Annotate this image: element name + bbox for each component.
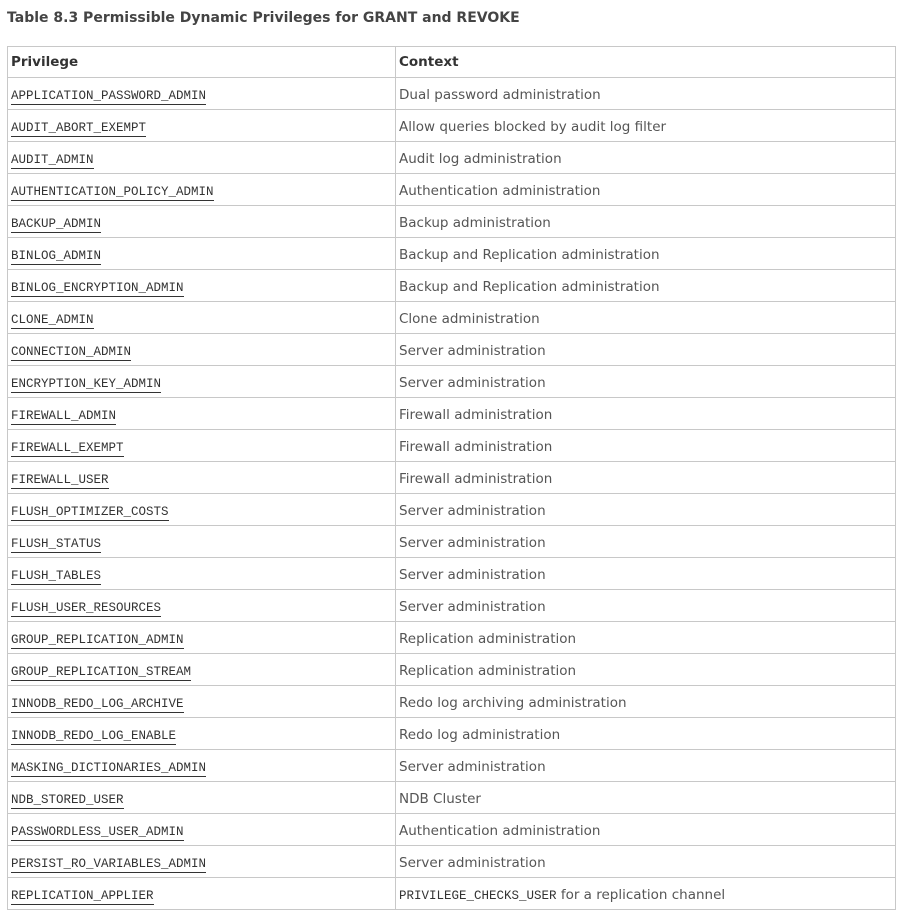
- table-row: [8, 814, 896, 846]
- privilege-link[interactable]: AUDIT_ADMIN: [11, 153, 94, 167]
- context-text: Clone administration: [399, 311, 540, 327]
- context-text: Replication administration: [399, 631, 577, 647]
- table-row: [8, 302, 896, 334]
- privilege-link[interactable]: FLUSH_OPTIMIZER_COSTS: [11, 505, 169, 519]
- table-row: [8, 142, 896, 174]
- privilege-link[interactable]: INNODB_REDO_LOG_ENABLE: [11, 729, 177, 743]
- privilege-link[interactable]: BACKUP_ADMIN: [11, 217, 102, 231]
- table-row: [8, 654, 896, 686]
- privilege-cell: [8, 782, 396, 814]
- context-text: Backup and Replication administration: [399, 279, 660, 295]
- privilege-link[interactable]: GROUP_REPLICATION_STREAM: [11, 665, 192, 679]
- context-cell: [396, 430, 896, 462]
- context-cell: [396, 494, 896, 526]
- table-header-row: [8, 47, 896, 78]
- table-row: [8, 878, 896, 910]
- context-text: Replication administration: [399, 663, 577, 679]
- privilege-cell: [8, 270, 396, 302]
- context-cell: [396, 750, 896, 782]
- column-header-context: Context: [396, 47, 896, 78]
- privilege-link[interactable]: GROUP_REPLICATION_ADMIN: [11, 633, 184, 647]
- privilege-cell: [8, 78, 396, 110]
- privilege-cell: [8, 238, 396, 270]
- privilege-link[interactable]: FLUSH_TABLES: [11, 569, 102, 583]
- table-row: [8, 526, 896, 558]
- table-row: [8, 590, 896, 622]
- table-row: [8, 206, 896, 238]
- table-row: [8, 398, 896, 430]
- context-cell: [396, 782, 896, 814]
- privilege-link[interactable]: PERSIST_RO_VARIABLES_ADMIN: [11, 857, 207, 871]
- privilege-cell: [8, 590, 396, 622]
- context-text: Firewall administration: [399, 471, 553, 487]
- table-row: [8, 494, 896, 526]
- table-row: [8, 270, 896, 302]
- context-text: Authentication administration: [399, 183, 601, 199]
- privilege-link[interactable]: FLUSH_USER_RESOURCES: [11, 601, 162, 615]
- privilege-cell: [8, 878, 396, 910]
- privilege-cell: [8, 526, 396, 558]
- context-cell: [396, 174, 896, 206]
- privilege-cell: [8, 462, 396, 494]
- privilege-cell: [8, 494, 396, 526]
- context-cell: [396, 334, 896, 366]
- table-row: [8, 750, 896, 782]
- context-text: NDB Cluster: [399, 791, 481, 807]
- privilege-cell: [8, 206, 396, 238]
- context-text: Redo log administration: [399, 727, 561, 743]
- context-cell: [396, 302, 896, 334]
- privilege-link[interactable]: AUTHENTICATION_POLICY_ADMIN: [11, 185, 214, 199]
- privilege-link[interactable]: NDB_STORED_USER: [11, 793, 124, 807]
- context-text: for a replication channel: [556, 887, 726, 903]
- context-text: Server administration: [399, 567, 546, 583]
- table-row: [8, 846, 896, 878]
- context-text: Authentication administration: [399, 823, 601, 839]
- context-cell: [396, 846, 896, 878]
- context-cell: [396, 110, 896, 142]
- privilege-link[interactable]: CONNECTION_ADMIN: [11, 345, 132, 359]
- context-cell: [396, 398, 896, 430]
- table-row: [8, 430, 896, 462]
- context-cell: [396, 206, 896, 238]
- context-cell: [396, 590, 896, 622]
- context-text: Server administration: [399, 855, 546, 871]
- privilege-cell: [8, 174, 396, 206]
- privilege-link[interactable]: BINLOG_ADMIN: [11, 249, 102, 263]
- context-text: Redo log archiving administration: [399, 695, 627, 711]
- table-row: [8, 238, 896, 270]
- context-cell: [396, 622, 896, 654]
- table-row: [8, 686, 896, 718]
- privilege-link[interactable]: ENCRYPTION_KEY_ADMIN: [11, 377, 162, 391]
- context-cell: [396, 654, 896, 686]
- privilege-cell: [8, 110, 396, 142]
- context-text: Dual password administration: [399, 87, 601, 103]
- table-row: [8, 558, 896, 590]
- privilege-cell: [8, 142, 396, 174]
- privilege-cell: [8, 398, 396, 430]
- privilege-link[interactable]: APPLICATION_PASSWORD_ADMIN: [11, 89, 207, 103]
- context-cell: [396, 814, 896, 846]
- context-cell: [396, 526, 896, 558]
- table-row: [8, 110, 896, 142]
- privilege-cell: [8, 750, 396, 782]
- context-cell: [396, 558, 896, 590]
- table-row: [8, 174, 896, 206]
- table-row: [8, 334, 896, 366]
- privilege-link[interactable]: AUDIT_ABORT_EXEMPT: [11, 121, 147, 135]
- privilege-link[interactable]: PASSWORDLESS_USER_ADMIN: [11, 825, 184, 839]
- context-cell: [396, 718, 896, 750]
- privilege-cell: [8, 718, 396, 750]
- table-row: [8, 366, 896, 398]
- privilege-link[interactable]: INNODB_REDO_LOG_ARCHIVE: [11, 697, 184, 711]
- context-text: Firewall administration: [399, 439, 553, 455]
- context-cell: [396, 78, 896, 110]
- context-text: Allow queries blocked by audit log filter: [399, 119, 667, 135]
- table-row: [8, 718, 896, 750]
- privilege-cell: [8, 846, 396, 878]
- privilege-cell: [8, 814, 396, 846]
- column-header-privilege: Privilege: [8, 47, 396, 78]
- context-text: Server administration: [399, 599, 546, 615]
- table-row: [8, 782, 896, 814]
- context-text: Audit log administration: [399, 151, 562, 167]
- privilege-link[interactable]: MASKING_DICTIONARIES_ADMIN: [11, 761, 207, 775]
- table-row: [8, 78, 896, 110]
- context-text: Backup and Replication administration: [399, 247, 660, 263]
- privilege-link[interactable]: REPLICATION_APPLIER: [11, 889, 154, 903]
- context-text: Firewall administration: [399, 407, 553, 423]
- context-text: Server administration: [399, 759, 546, 775]
- privilege-cell: [8, 334, 396, 366]
- context-text: Server administration: [399, 535, 546, 551]
- privilege-link[interactable]: CLONE_ADMIN: [11, 313, 94, 327]
- privilege-cell: [8, 430, 396, 462]
- privilege-link[interactable]: FIREWALL_USER: [11, 473, 109, 487]
- context-text: Backup administration: [399, 215, 551, 231]
- context-cell: [396, 462, 896, 494]
- context-cell: [396, 686, 896, 718]
- table-body: [8, 78, 896, 910]
- context-code: PRIVILEGE_CHECKS_USER: [399, 889, 557, 903]
- context-cell: [396, 270, 896, 302]
- privilege-cell: [8, 654, 396, 686]
- privilege-cell: [8, 622, 396, 654]
- context-cell: [396, 238, 896, 270]
- table-row: [8, 622, 896, 654]
- privilege-cell: [8, 686, 396, 718]
- privilege-link[interactable]: FIREWALL_EXEMPT: [11, 441, 124, 455]
- privilege-cell: [8, 302, 396, 334]
- context-text: Server administration: [399, 375, 546, 391]
- privilege-link[interactable]: FIREWALL_ADMIN: [11, 409, 117, 423]
- privilege-cell: [8, 558, 396, 590]
- context-cell: [396, 366, 896, 398]
- privilege-link[interactable]: BINLOG_ENCRYPTION_ADMIN: [11, 281, 184, 295]
- table-title: Table 8.3 Permissible Dynamic Privileges for GRANT and REVOKE: [7, 10, 520, 26]
- context-text: Server administration: [399, 343, 546, 359]
- privilege-link[interactable]: FLUSH_STATUS: [11, 537, 102, 551]
- privilege-cell: [8, 366, 396, 398]
- context-cell: [396, 142, 896, 174]
- privileges-table: [7, 46, 896, 910]
- context-text: Server administration: [399, 503, 546, 519]
- table-row: [8, 462, 896, 494]
- context-cell: [396, 878, 896, 910]
